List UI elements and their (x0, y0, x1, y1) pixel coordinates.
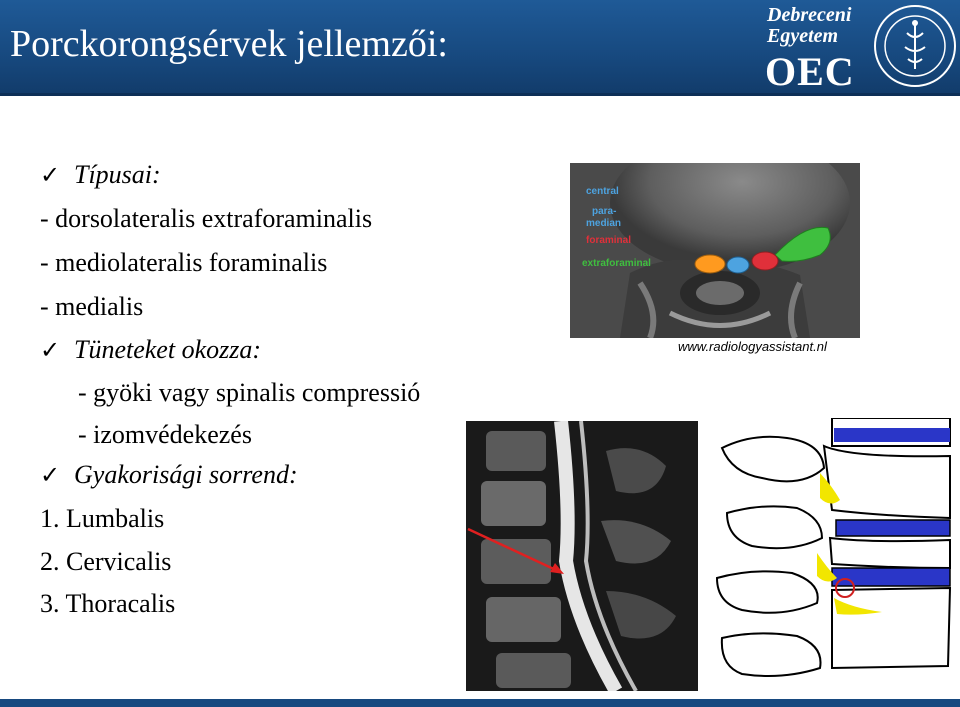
sagittal-mri-image (466, 421, 698, 691)
list-item: 2. Cervicalis (40, 547, 172, 576)
list-item: - izomvédekezés (78, 420, 252, 449)
label-central: central (586, 186, 619, 197)
spine-drawing (712, 418, 957, 694)
label-foraminal: foraminal (586, 235, 632, 246)
label-paramedian-1: para- (592, 206, 617, 217)
list-item: 3. Thoracalis (40, 589, 176, 618)
footer-bar (0, 699, 960, 707)
logo-line1: Debreceni (767, 4, 852, 26)
list-item: - dorsolateralis extraforaminalis (40, 204, 373, 233)
list-item: - medialis (40, 292, 144, 321)
label-extraforaminal: extraforaminal (582, 258, 651, 269)
logo-line2: Egyetem (767, 25, 839, 47)
check-icon: ✓ (40, 161, 61, 189)
list-item: ✓ Típusai: (40, 160, 161, 189)
image-credit: www.radiologyassistant.nl (678, 339, 827, 354)
university-seal-icon (872, 3, 958, 89)
list-item: ✓ Gyakorisági sorrend: (40, 460, 298, 489)
check-icon: ✓ (40, 336, 61, 364)
list-item: ✓ Tüneteket okozza: (40, 335, 262, 364)
check-icon: ✓ (40, 461, 61, 489)
label-paramedian-2: median (586, 218, 622, 229)
axial-mri-image (570, 163, 860, 338)
list-item: 1. Lumbalis (40, 504, 165, 533)
list-item: - gyöki vagy spinalis compressió (78, 378, 421, 407)
logo-abbr: OEC (765, 49, 855, 94)
page-title: Porckorongsérvek jellemzői: (10, 23, 448, 65)
list-item: - mediolateralis foraminalis (40, 248, 328, 277)
